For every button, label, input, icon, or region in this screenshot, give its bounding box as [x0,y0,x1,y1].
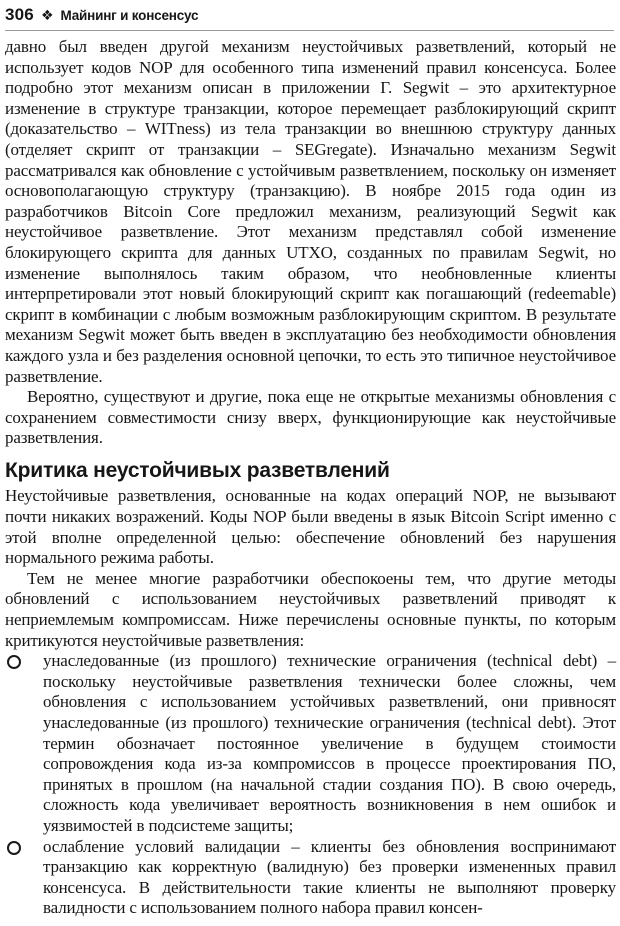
hollow-circle-bullet-icon [7,655,21,669]
list-item [5,837,616,919]
paragraph: Вероятно, существуют и другие, пока еще не открытые механизмы обновления с сохранением совместимости снизу вверх, функционирующие как неустойчивые разветвления. [5,387,616,448]
hollow-circle-bullet-icon [7,841,21,855]
paragraph: Тем не менее многие разработчики обеспокоены тем, что другие методы обновлений с использованием неустойчивых разветвлений приводят к неприемлемым компромиссам. Ниже перечислены основные пункты, по которым критикуются неустойчивые разветвления: [5,568,616,650]
page-number: 306 [5,5,34,24]
list-item-text: унаследованные (из прошлого) технические ограничения (technical debt) – поскольку неустойчивые разветвления технически более сложны, чем обновления с использованием устойчивых разветвлений, они привносят унаследованные (из прошлого) технические ограничения (technical debt). Этот термин обозначает постоянное увеличение в будущем стоимости сопровождения кода из-за компромиссов в процессе проектирования ПО, принятых в прошлом (на начальной стадии создания ПО). В свою очередь, сложность кода увеличивает вероятность возникновения в нем ошибок и уязвимостей в подсистеме защиты; [43,651,616,835]
bullet-list [5,651,616,919]
list-item [5,651,616,836]
running-header [5,0,614,31]
paragraph: Неустойчивые разветвления, основанные на кодах операций NOP, не вызывают почти никаких возражений. Коды NOP были введены в язык Bitcoin Script именно с этой вполне определенной целью: обеспечение обновлений без нарушения нормального режима работы. [5,486,616,568]
section-heading: Критика неустойчивых разветвлений [5,458,390,482]
list-item-text: ослабление условий валидации – клиенты без обновления воспринимают транзакцию как корректную (валидную) без проверки измененных правил консенсуса. В действительности такие клиенты не выполняют проверку валидности с использованием полного набора правил консен- [43,836,616,918]
paragraph: давно был введен другой механизм неустойчивых разветвлений, который не использует кодов NOP для особенного типа изменений правил консенсуса. Более подробно этот механизм описан в приложении Г. Segwit – это архитектурное изменение в структуре транзакции, которое перемещает разблокирующий скрипт (доказательство – WITness) из тела транзакции во внешнюю структуру данных (отделяет скрипт от транзакции – SEGregate). Изначально механизм Segwit рассматривался как обновление с устойчивым разветвлением, поскольку он изменяет основополагающую структуру (транзакцию). В ноябре 2015 года один из разработчиков Bitcoin Core предложил механизм, реализующий Segwit как неустойчивое разветвление. Этот механизм представлял собой изменение блокирующего скрипта для данных UTXO, созданных по правилам Segwit, но изменение выполнялось таким образом, что необновленные клиенты интерпретировали этот новый блокирующий скрипт как погашающий (redeemable) скрипт в комбинации с любым возможным разблокирующим скриптом. В результате механизм Segwit может быть введен в эксплуатацию без необходимости обновления каждого узла и без разделения основной цепочки, то есть это типичное неустойчивое разветвление. [5,37,616,386]
chapter-title: Майнинг и консенсус [60,7,199,23]
page-body [5,37,616,919]
diamond-icon: ❖ [40,6,54,23]
